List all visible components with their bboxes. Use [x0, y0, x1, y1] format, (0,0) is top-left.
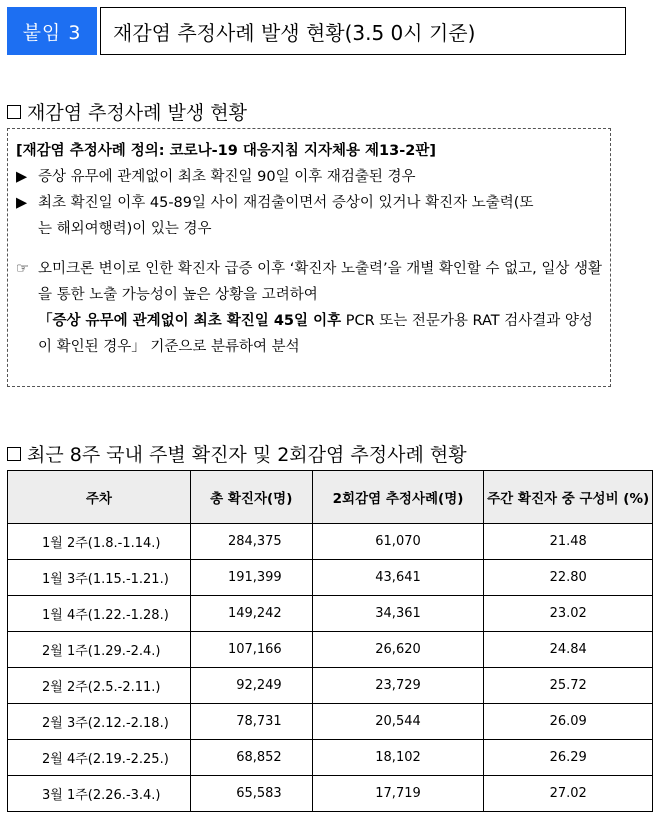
pointing-hand-icon: ☞ [16, 261, 29, 277]
ratio-cell: 26.09 [484, 704, 653, 740]
table-row [8, 596, 653, 632]
week-cell: 3월 1주(2.26.-3.4.) [8, 776, 191, 812]
note-rest: PCR 또는 전문가용 RAT 검사결과 양성이 확인된 경우」 기준으로 분류하여 분석 [38, 313, 593, 355]
total-cell: 191,399 [190, 560, 312, 596]
definition-box [7, 128, 611, 387]
total-cell: 149,242 [190, 596, 312, 632]
bullet-item [16, 164, 602, 190]
triangle-right-icon: ▶ [16, 169, 28, 185]
week-cell: 2월 2주(2.5.-2.11.) [8, 668, 191, 704]
ratio-cell: 24.84 [484, 632, 653, 668]
week-cell: 1월 3주(1.15.-1.21.) [8, 560, 191, 596]
section1-heading [7, 98, 247, 125]
bullet-item [16, 190, 602, 242]
bullet-text: 증상 유무에 관계없이 최초 확진일 90일 이후 재검출된 경우 [38, 169, 416, 185]
section2-title: 최근 8주 국내 주별 확진자 및 2회감염 추정사례 현황 [27, 444, 467, 466]
note-bold: 「증상 유무에 관계없이 최초 확진일 45일 이후 [38, 313, 342, 329]
table-header-row [8, 471, 653, 524]
column-header: 주간 확진자 중 구성비 (%) [484, 471, 653, 524]
table-row [8, 524, 653, 560]
section2-heading [7, 440, 467, 467]
ratio-cell: 22.80 [484, 560, 653, 596]
ratio-cell: 27.02 [484, 776, 653, 812]
total-cell: 68,852 [190, 740, 312, 776]
week-cell: 1월 2주(1.8.-1.14.) [8, 524, 191, 560]
triangle-right-icon: ▶ [16, 195, 28, 211]
reinfect-cell: 17,719 [312, 776, 484, 812]
weekly-reinfection-table [7, 470, 653, 812]
total-cell: 65,583 [190, 776, 312, 812]
table-row [8, 668, 653, 704]
section1-title: 재감염 추정사례 발생 현황 [27, 102, 248, 124]
table-row [8, 776, 653, 812]
table-row [8, 740, 653, 776]
appendix-tag: 붙임 3 [7, 7, 97, 55]
page-header [7, 7, 626, 55]
column-header: 총 확진자(명) [190, 471, 312, 524]
total-cell: 284,375 [190, 524, 312, 560]
total-cell: 92,249 [190, 668, 312, 704]
ratio-cell: 26.29 [484, 740, 653, 776]
note-line1: 오미크론 변이로 인한 확진자 급증 이후 ‘확진자 노출력’을 개별 확인할 수 없고, 일상 생활을 통한 노출 가능성이 높은 상황을 고려하여 [38, 261, 602, 303]
ratio-cell: 25.72 [484, 668, 653, 704]
reinfect-cell: 20,544 [312, 704, 484, 740]
week-cell: 1월 4주(1.22.-1.28.) [8, 596, 191, 632]
table-row [8, 704, 653, 740]
checkbox-square-icon [7, 105, 21, 119]
table-row [8, 560, 653, 596]
ratio-cell: 23.02 [484, 596, 653, 632]
week-cell: 2월 4주(2.19.-2.25.) [8, 740, 191, 776]
page-title: 재감염 추정사례 발생 현황(3.5 0시 기준) [100, 7, 626, 55]
reinfect-cell: 18,102 [312, 740, 484, 776]
reinfect-cell: 23,729 [312, 668, 484, 704]
reinfect-cell: 26,620 [312, 632, 484, 668]
column-header: 2회감염 추정사례(명) [312, 471, 484, 524]
note-text [38, 256, 602, 360]
note-item [16, 256, 602, 360]
ratio-cell: 21.48 [484, 524, 653, 560]
week-cell: 2월 1주(1.29.-2.4.) [8, 632, 191, 668]
table-row [8, 632, 653, 668]
definition-title: [재감염 추정사례 정의: 코로나-19 대응지침 지자체용 제13-2판] [16, 143, 436, 159]
reinfect-cell: 34,361 [312, 596, 484, 632]
total-cell: 107,166 [190, 632, 312, 668]
reinfect-cell: 61,070 [312, 524, 484, 560]
bullet-text: 최초 확진일 이후 45-89일 사이 재검출이면서 증상이 있거나 확진자 노출력(또 는 해외여행력)이 있는 경우 [38, 195, 534, 237]
total-cell: 78,731 [190, 704, 312, 740]
reinfect-cell: 43,641 [312, 560, 484, 596]
week-cell: 2월 3주(2.12.-2.18.) [8, 704, 191, 740]
checkbox-square-icon [7, 447, 21, 461]
column-header: 주차 [8, 471, 191, 524]
